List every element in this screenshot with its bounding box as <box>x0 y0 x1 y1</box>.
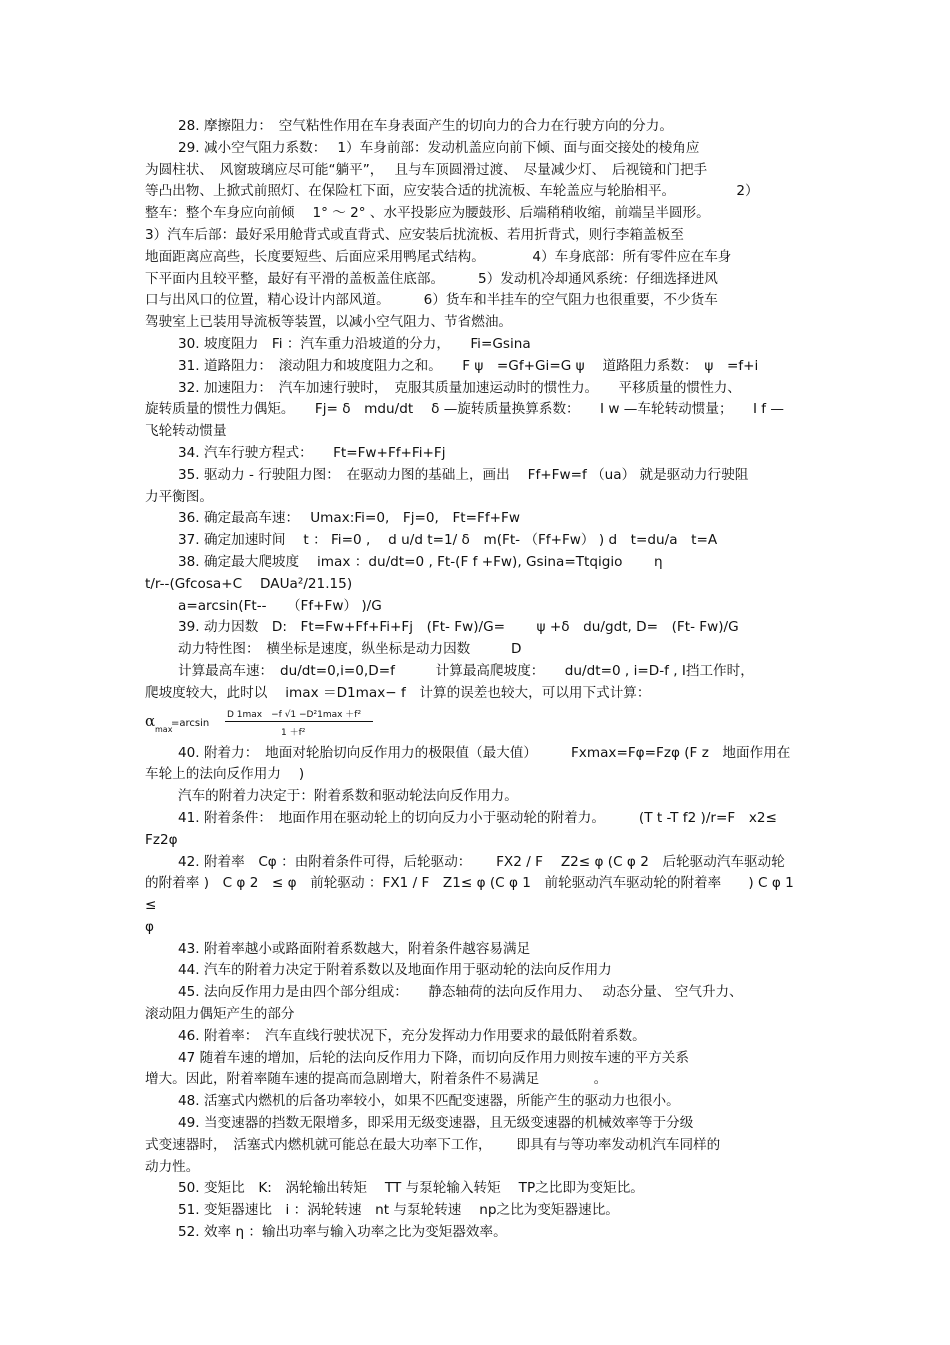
fraction-bar <box>225 721 373 722</box>
paragraph-line-p48: 48. 活塞式内燃机的后备功率较小，如果不匹配变速器，所能产生的驱动力也很小。 <box>178 1093 680 1110</box>
formula-arcsin: =arcsin <box>171 717 210 729</box>
paragraph-line-p39c: 计算最高车速： du/dt=0,i=0,D=f 计算最高爬坡度： du/dt=0 , i=D-f , Ⅰ挡工作时， <box>178 662 754 679</box>
formula-denominator: 1 ＋f² <box>281 727 306 738</box>
paragraph-line-p47a: 47 随着车速的增加，后轮的法向反作用力下降，而切向反作用力则按车速的平方关系 <box>178 1049 689 1066</box>
paragraph-line-p41b: Fz2φ <box>145 831 178 848</box>
paragraph-line-p29a: 29. 减小空气阻力系数： 1）车身前部：发动机盖应向前下倾、面与面交接处的棱角应 <box>178 139 700 156</box>
paragraph-line-p39a: 39. 动力因数 D: Ft=Fw+Ff+Fi+Fj (Ft- Fw)/G= ψ +δ du/gdt, D= (Ft- Fw)/G <box>178 619 739 636</box>
paragraph-line-p28: 28. 摩擦阻力： 空气粘性作用在车身表面产生的切向力的合力在行驶方向的分力。 <box>178 118 673 134</box>
paragraph-line-p39d: 爬坡度较大，此时以 imax ＝D1max− f 计算的误差也较大，可以用下式计算： <box>145 684 651 701</box>
paragraph-line-p32c: 飞轮转动惯量 <box>145 423 227 440</box>
paragraph-line-p29f: 地面距离应高些，长度要短些、后面应采用鸭尾式结构。 4）车身底部：所有零件应在车身 <box>145 248 732 265</box>
paragraph-line-p38b: t/r--(Gfcosa+C DAUa²/21.15) <box>145 575 353 592</box>
paragraph-line-p52: 52. 效率 η ：输出功率与输入功率之比为变矩器效率。 <box>178 1224 507 1241</box>
paragraph-line-p35a: 35. 驱动力 - 行驶阻力图： 在驱动力图的基础上，画出 Ff+Fw=f （ua） 就是驱动力行驶阻 <box>178 466 749 483</box>
paragraph-line-p32a: 32. 加速阻力： 汽车加速行驶时， 克服其质量加速运动时的惯性力。 平移质量的惯性力、 <box>178 379 741 396</box>
formula-alpha: α <box>145 711 156 730</box>
paragraph-line-p29h: 口与出风口的位置，精心设计内部风道。 6）货车和半挂车的空气阻力也很重要，不少货车 <box>145 292 718 309</box>
formula-alpha-subscript: max <box>155 724 173 734</box>
paragraph-line-p39b: 动力特性图： 横坐标是速度，纵坐标是动力因数 D <box>178 641 522 658</box>
paragraph-line-p40a: 40. 附着力： 地面对轮胎切向反作用力的极限值（最大值） Fxmax=Fφ=Fzφ (F z 地面作用在 <box>178 744 791 761</box>
paragraph-line-p29e: 3）汽车后部：最好采用舱背式或直背式、应安装后扰流板、若用折背式，则行李箱盖板至 <box>145 226 684 243</box>
paragraph-line-p36: 36. 确定最高车速： Umax:Fi=0, Fj=0, Ft=Ff+Fw <box>178 510 520 527</box>
paragraph-line-p29i: 驾驶室上已装用导流板等装置，以减小空气阻力、节省燃油。 <box>145 314 513 331</box>
paragraph-line-p49a: 49. 当变速器的挡数无限增多，即采用无级变速器，且无级变速器的机械效率等于分级 <box>178 1115 694 1132</box>
paragraph-line-p41a: 41. 附着条件： 地面作用在驱动轮上的切向反力小于驱动轮的附着力。 (T t -T f2 )/r=F x2≤ <box>178 809 777 826</box>
paragraph-line-p45b: 滚动阻力偶矩产生的部分 <box>145 1006 295 1023</box>
max-grade-formula <box>145 705 810 743</box>
paragraph-line-p51: 51. 变矩器速比 i ：涡轮转速 nt 与泵轮转速 np之比为变矩器速比。 <box>178 1202 619 1219</box>
paragraph-line-p38a: 38. 确定最大爬坡度 imax ：du/dt=0 , Ft-(F f +Fw), Gsina=Ttqigio η <box>178 553 663 570</box>
paragraph-line-p29g: 下平面内且较平整，最好有平滑的盖板盖住底部。 5）发动机冷却通风系统：仔细选择进风 <box>145 270 718 287</box>
paragraph-line-p42c: φ <box>145 918 154 935</box>
paragraph-line-p40b: 车轮上的法向反作用力 ) <box>145 766 305 783</box>
paragraph-line-p29c: 等凸出物、上掀式前照灯、在保险杠下面，应安装合适的扰流板、车轮盖应与轮胎相平。 2） <box>145 183 759 200</box>
paragraph-line-p38c: a=arcsin(Ft-- （Ff+Fw） )/G <box>178 597 382 614</box>
paragraph-line-p31: 31. 道路阻力： 滚动阻力和坡度阻力之和。 F ψ =Gf+Gi=G ψ 道路阻力系数： ψ =f+i <box>178 357 759 374</box>
paragraph-line-p50: 50. 变矩比 K: 涡轮输出转矩 TT 与泵轮输入转矩 TP之比即为变矩比。 <box>178 1180 644 1197</box>
paragraph-line-p42b: 的附着率 ) C φ 2 ≤ φ 前轮驱动 ：FX1 / F Z1≤ φ (C φ 1 前轮驱动汽车驱动轮的附着率 ) C φ 1 ≤ <box>145 875 808 914</box>
paragraph-line-p35b: 力平衡图。 <box>145 488 213 505</box>
paragraph-line-p30: 30. 坡度阻力 Fi ：汽车重力沿坡道的分力， Fi=Gsina <box>178 335 531 352</box>
paragraph-line-p29b: 为圆柱状、 风窗玻璃应尽可能“躺平”， 且与车顶圆滑过渡、 尽量减少灯、 后视镜和门把手 <box>145 161 708 178</box>
paragraph-line-p46: 46. 附着率： 汽车直线行驶状况下，充分发挥动力作用要求的最低附着系数。 <box>178 1027 646 1044</box>
paragraph-line-p43: 43. 附着率越小或路面附着系数越大，附着条件越容易满足 <box>178 940 531 957</box>
paragraph-line-p45a: 45. 法向反作用力是由四个部分组成： 静态轴荷的法向反作用力、 动态分量、 空气升力、 <box>178 984 743 1001</box>
paragraph-line-p37: 37. 确定加速时间 t ： Fi=0 , d u/d t=1/ δ m(Ft- （Ff+Fw） ) d t=du/a t=A <box>178 532 718 549</box>
paragraph-line-p32b: 旋转质量的惯性力偶矩。 Fj= δ mdu/dt δ —旋转质量换算系数： I w —车轮转动惯量； I f — <box>145 401 784 418</box>
paragraph-line-p40c: 汽车的附着力决定于：附着系数和驱动轮法向反作用力。 <box>178 788 518 805</box>
formula-numerator: D 1max −f √1 −D²1max ＋f² <box>227 709 362 720</box>
paragraph-line-p49c: 动力性。 <box>145 1158 200 1175</box>
document-body <box>145 116 810 1244</box>
paragraph-line-p34: 34. 汽车行驶方程式： Ft=Fw+Ff+Fi+Fj <box>178 444 446 461</box>
paragraph-line-p44: 44. 汽车的附着力决定于附着系数以及地面作用于驱动轮的法向反作用力 <box>178 962 612 979</box>
paragraph-line-p47b: 增大。因此，附着率随车速的提高而急剧增大，附着条件不易满足 。 <box>145 1071 608 1088</box>
paragraph-line-p29d: 整车：整个车身应向前倾 1° ～ 2° 、水平投影应为腰鼓形、后端稍稍收缩，前端呈半圆形。 <box>145 205 710 222</box>
paragraph-line-p42a: 42. 附着率 Cφ ：由附着条件可得，后轮驱动： FX2 / F Z2≤ φ (C φ 2 后轮驱动汽车驱动轮 <box>178 853 785 870</box>
paragraph-line-p49b: 式变速器时， 活塞式内燃机就可能总在最大功率下工作， 即具有与等功率发动机汽车同样的 <box>145 1136 721 1153</box>
